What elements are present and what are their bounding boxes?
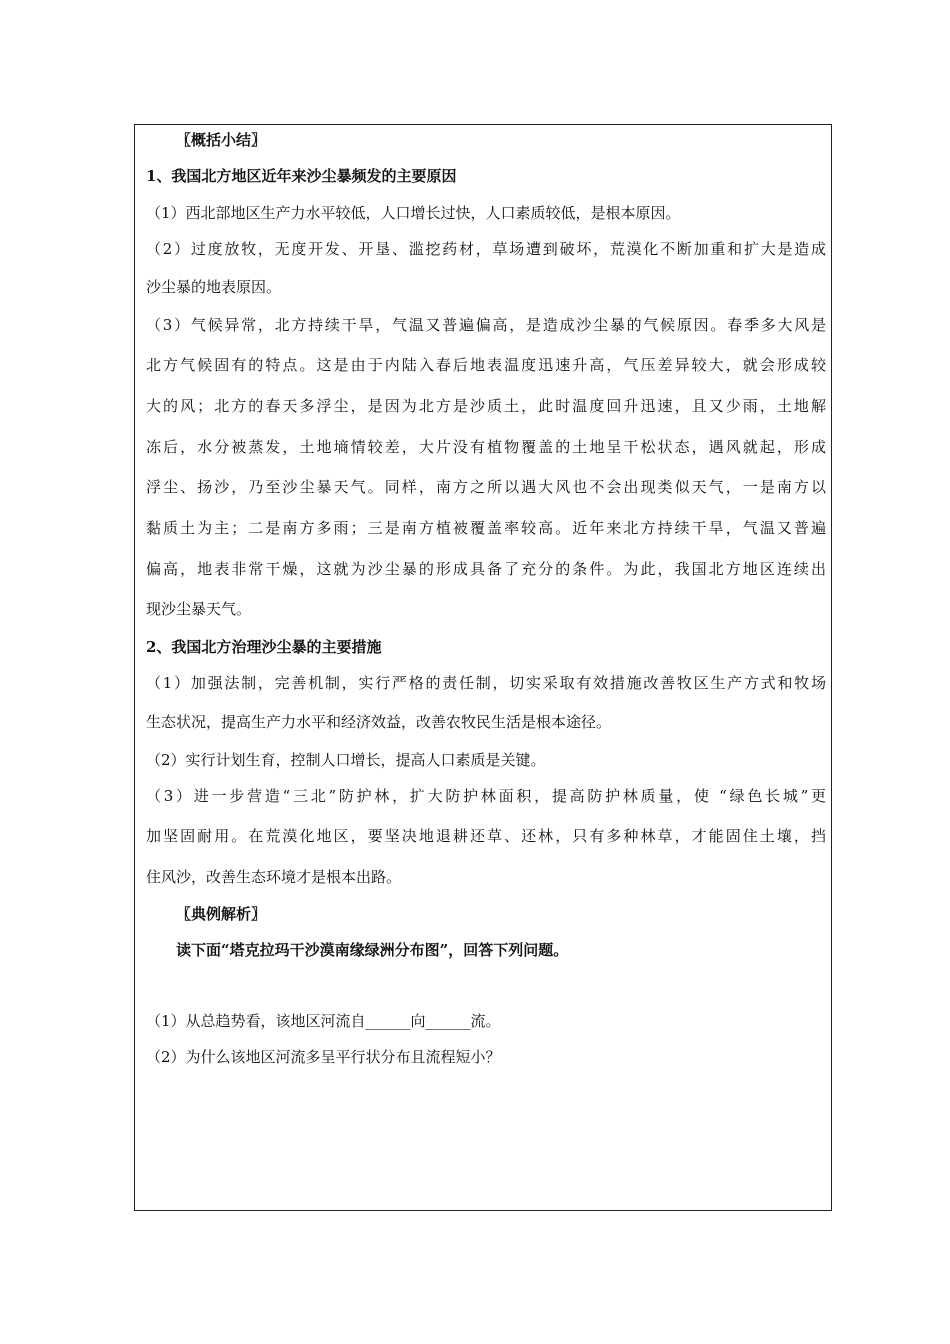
section1-point3-line: 北方气候固有的特点。这是由于内陆入春后地表温度迅速升高，气压差异较大，就会形成较 [146, 356, 826, 374]
section1-point3-line: 大的风；北方的春天多浮尘，是因为北方是沙质土，此时温度回升迅速，且又少雨，土地解 [146, 397, 826, 415]
section1-point3-line: 现沙尘暴天气。 [146, 600, 252, 618]
section1-point3-line: 黏质土为主；二是南方多雨；三是南方植被覆盖率较高。近年来北方持续干旱，气温又普遍 [146, 519, 826, 537]
section1-point2-line: （2）过度放牧，无度开发、开垦、滥挖药材，草场遭到破坏，荒漠化不断加重和扩大是造成 [146, 240, 826, 258]
section2-point1-line: （1）加强法制，完善机制，实行严格的责任制，切实采取有效措施改善牧区生产方式和牧场 [146, 674, 826, 692]
section1-point3-line: 浮尘、扬沙，乃至沙尘暴天气。同样，南方之所以遇大风也不会出现类似天气，一是南方以 [146, 478, 826, 496]
section2-point3-line: （3）进一步营造“三北”防护林，扩大防护林面积，提高防护林质量，使 “绿色长城”更 [146, 787, 826, 805]
section2-point1-line: 生态状况，提高生产力水平和经济效益，改善农牧民生活是根本途径。 [146, 713, 612, 731]
section1-point1: （1）西北部地区生产力水平较低，人口增长过快，人口素质较低，是根本原因。 [146, 204, 681, 222]
section1-point3-line: 偏高，地表非常干燥，这就为沙尘暴的形成具备了充分的条件。为此，我国北方地区连续出 [146, 560, 826, 578]
section2-title: 2、我国北方治理沙尘暴的主要措施 [146, 638, 382, 656]
section2-point2: （2）实行计划生育，控制人口增长，提高人口素质是关键。 [146, 751, 546, 769]
section1-point3-line: 冻后，水分被蒸发，土地墒情较差，大片没有植物覆盖的土地呈干松状态，遇风就起，形成 [146, 438, 826, 456]
summary-heading: 〖概括小结〗 [176, 131, 267, 149]
section2-point3-line: 加坚固耐用。在荒漠化地区，要坚决地退耕还草、还林，只有多种林草，才能固住土壤，挡 [146, 827, 826, 845]
section1-point2-line: 沙尘暴的地表原因。 [146, 278, 282, 296]
section1-title: 1、我国北方地区近年来沙尘暴频发的主要原因 [146, 167, 457, 185]
example-question-2: （2）为什么该地区河流多呈平行状分布且流程短小？ [146, 1048, 501, 1066]
section2-point3-line: 住风沙，改善生态环境才是根本出路。 [146, 868, 402, 886]
example-heading: 〖典例解析〗 [176, 905, 267, 923]
example-intro: 读下面“塔克拉玛干沙漠南缘绿洲分布图”，回答下列问题。 [176, 941, 569, 959]
section1-point3-line: （3）气候异常，北方持续干旱，气温又普遍偏高，是造成沙尘暴的气候原因。春季多大风是 [146, 316, 826, 334]
example-question-1: （1）从总趋势看，该地区河流自______向______流。 [146, 1012, 501, 1030]
